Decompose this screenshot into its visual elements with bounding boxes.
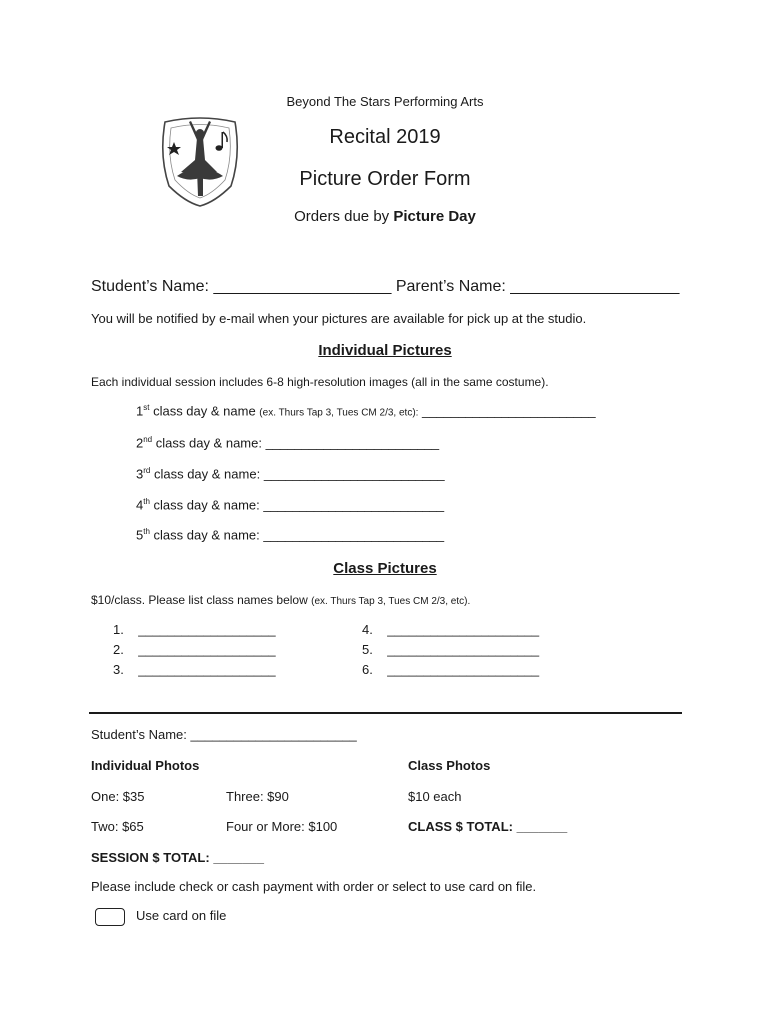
class-day-line-5[interactable]: 5th class day & name: _________________________ bbox=[136, 527, 445, 543]
class-item-1[interactable]: 1. ___________________ bbox=[113, 622, 276, 637]
student-parent-name-line[interactable]: Student’s Name: ____________________ Parent’s Name: ___________________ bbox=[91, 278, 680, 295]
class-pictures-description: $10/class. Please list class names below (ex. Thurs Tap 3, Tues CM 2/3, etc). bbox=[91, 593, 471, 607]
class-item-2[interactable]: 2. ___________________ bbox=[113, 642, 276, 657]
class-pictures-heading: Class Pictures bbox=[333, 560, 437, 577]
organization-name: Beyond The Stars Performing Arts bbox=[286, 94, 484, 109]
price-two: Two: $65 bbox=[91, 819, 144, 834]
class-item-5[interactable]: 5. _____________________ bbox=[362, 642, 540, 657]
section-divider bbox=[89, 712, 682, 714]
orders-due: Orders due by Picture Day bbox=[294, 208, 476, 225]
use-card-label: Use card on file bbox=[136, 908, 227, 923]
session-total-field[interactable]: SESSION $ TOTAL: _______ bbox=[91, 850, 264, 865]
recital-title: Recital 2019 bbox=[329, 126, 441, 148]
price-one: One: $35 bbox=[91, 789, 145, 804]
class-total-field[interactable]: CLASS $ TOTAL: _______ bbox=[408, 819, 568, 834]
class-day-line-4[interactable]: 4th class day & name: _________________________ bbox=[136, 497, 445, 513]
price-four-or-more: Four or More: $100 bbox=[226, 819, 338, 834]
individual-photos-label: Individual Photos bbox=[91, 758, 200, 773]
class-day-line-1[interactable]: 1st class day & name (ex. Thurs Tap 3, Tues CM 2/3, etc): ________________________ bbox=[136, 403, 596, 419]
class-day-line-3[interactable]: 3rd class day & name: _________________________ bbox=[136, 466, 445, 482]
payment-note: Please include check or cash payment with order or select to use card on file. bbox=[91, 879, 537, 894]
individual-pictures-heading: Individual Pictures bbox=[318, 342, 452, 359]
class-item-4[interactable]: 4. _____________________ bbox=[362, 622, 540, 637]
notification-note: You will be notified by e-mail when your pictures are available for pick up at the studio. bbox=[91, 311, 587, 326]
individual-description: Each individual session includes 6-8 high-resolution images (all in the same costume). bbox=[91, 375, 549, 389]
class-photos-label: Class Photos bbox=[408, 758, 491, 773]
class-day-line-2[interactable]: 2nd class day & name: ________________________ bbox=[136, 435, 440, 451]
form-title: Picture Order Form bbox=[299, 168, 471, 190]
price-three: Three: $90 bbox=[226, 789, 289, 804]
use-card-checkbox[interactable] bbox=[95, 908, 125, 926]
price-class-each: $10 each bbox=[408, 789, 462, 804]
order-student-name[interactable]: Student’s Name: _______________________ bbox=[91, 727, 357, 742]
class-item-6[interactable]: 6. _____________________ bbox=[362, 662, 540, 677]
class-item-3[interactable]: 3. ___________________ bbox=[113, 662, 276, 677]
